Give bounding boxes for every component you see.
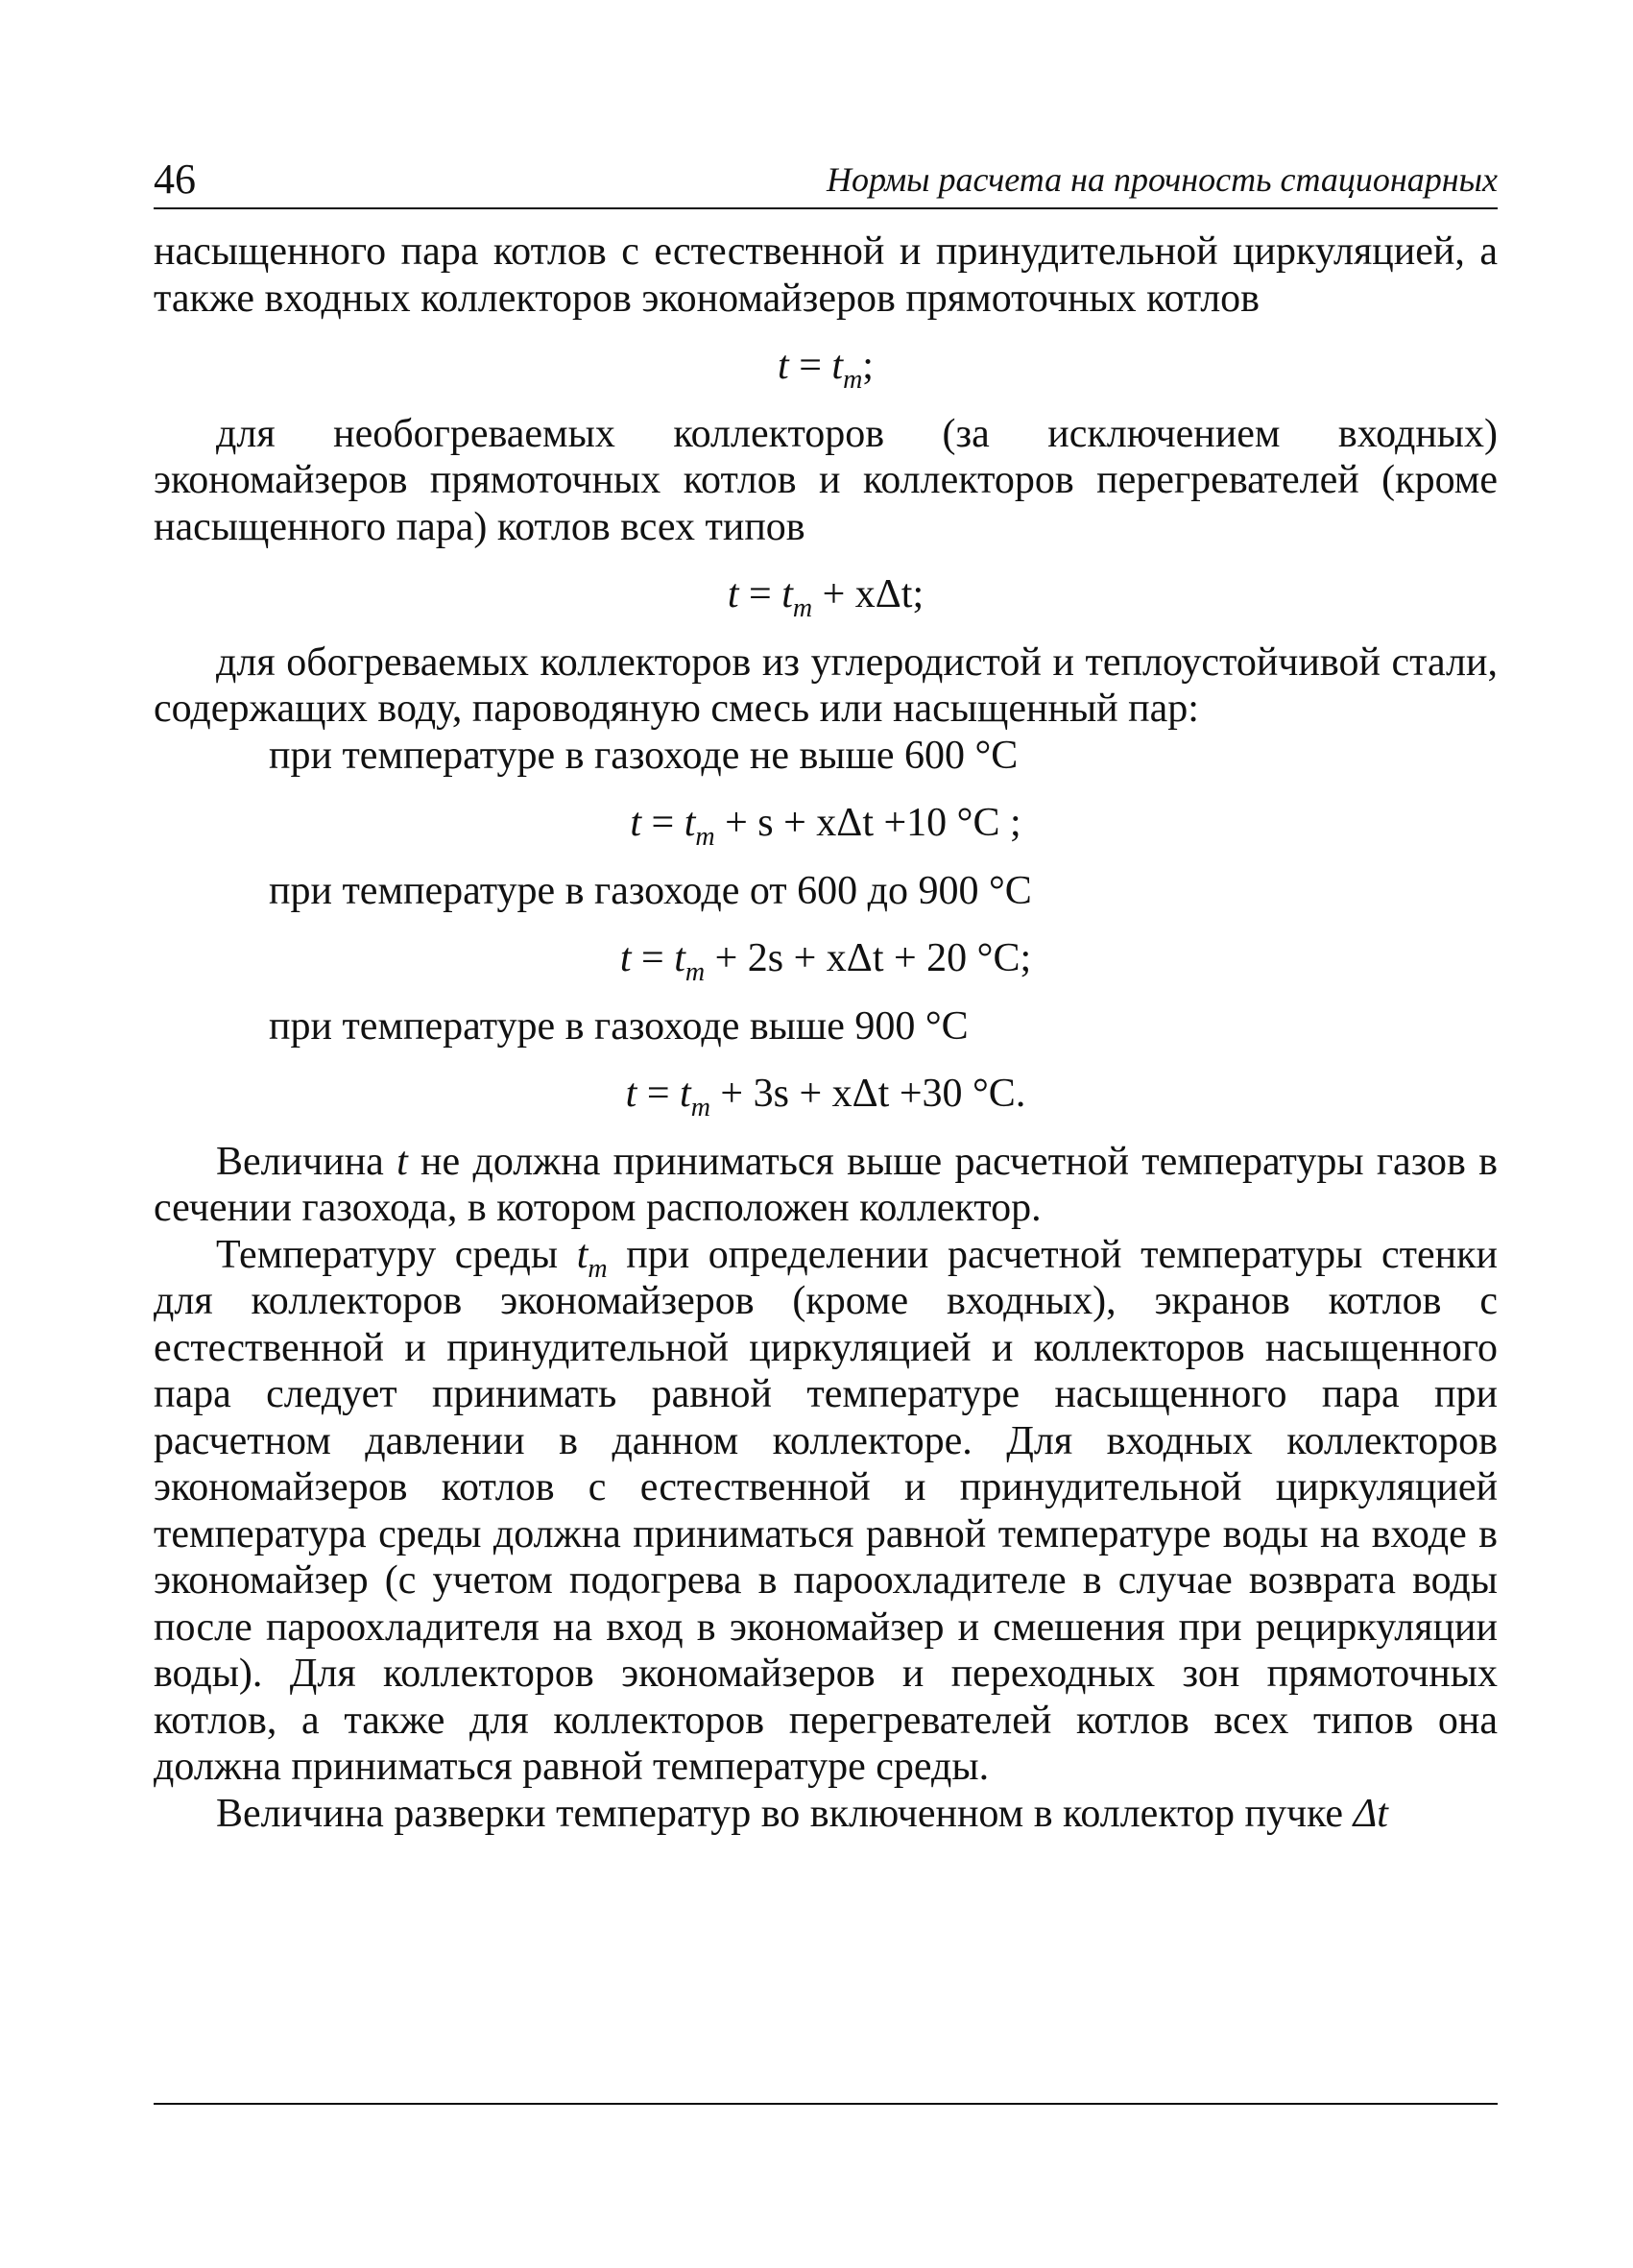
formula-rest: ; bbox=[862, 344, 874, 388]
condition-1: при температуре в газоходе не выше 600 °С bbox=[269, 733, 1019, 778]
text-run: не должна приниматься выше расчетной температуры газов в сечении газохода, в котором расположен коллектор. bbox=[154, 1139, 1498, 1230]
formula-t: t bbox=[781, 572, 793, 616]
formula-sub: m bbox=[684, 957, 706, 987]
formula-lhs: t bbox=[778, 344, 789, 388]
formula-2 bbox=[154, 571, 1498, 623]
symbol-sub: m bbox=[588, 1253, 608, 1284]
text-run: Величина разверки температур во включенном в коллектор пучке bbox=[216, 1791, 1354, 1836]
formula-sub: m bbox=[792, 593, 813, 623]
formula-1 bbox=[154, 343, 1498, 395]
condition-3: при температуре в газоходе выше 900 °С bbox=[269, 1003, 969, 1049]
formula-5 bbox=[154, 1071, 1498, 1122]
formula-rest: + 2s + xΔt + 20 °С; bbox=[705, 936, 1032, 980]
formula-4 bbox=[154, 935, 1498, 987]
page-header bbox=[154, 154, 1498, 209]
paragraph-heated: для обогреваемых коллекторов из углеродистой и теплоустойчивой стали, содержащих воду, пароводяную смесь или насыщенный пар: bbox=[154, 639, 1498, 731]
formula-rest: + xΔt; bbox=[812, 572, 925, 616]
paragraph-value-t bbox=[154, 1139, 1498, 1232]
formula-eq: = bbox=[738, 572, 782, 616]
formula-sub: m bbox=[690, 1093, 710, 1122]
page-number: 46 bbox=[154, 156, 196, 203]
symbol-delta-t: Δt bbox=[1353, 1791, 1388, 1836]
formula-sub: m bbox=[843, 365, 863, 395]
formula-eq: = bbox=[636, 1072, 681, 1116]
symbol-t: t bbox=[576, 1232, 588, 1277]
formula-eq: = bbox=[631, 936, 675, 980]
formula-t: t bbox=[674, 936, 685, 980]
formula-lhs: t bbox=[727, 572, 739, 616]
text-run: Величина bbox=[216, 1139, 397, 1184]
text-run: Температуру среды bbox=[216, 1232, 577, 1277]
paragraph-medium-temperature bbox=[154, 1232, 1498, 1791]
footer-rule bbox=[154, 2103, 1498, 2105]
formula-eq: = bbox=[788, 344, 832, 388]
formula-t: t bbox=[684, 801, 696, 845]
formula-lhs: t bbox=[619, 936, 632, 980]
formula-eq: = bbox=[641, 801, 684, 845]
paragraph-continuation: насыщенного пара котлов с естественной и принудительной циркуляцией, а также входных коллекторов экономайзеров прямоточных котлов bbox=[154, 229, 1498, 321]
paragraph-unheated: для необогреваемых коллекторов (за исключением входных) экономайзеров прямоточных котлов и коллекторов перегревателей (кроме насыщенного пара) котлов всех типов bbox=[154, 411, 1498, 549]
formula-t: t bbox=[831, 344, 844, 388]
formula-rest: + s + xΔt +10 °С ; bbox=[714, 801, 1021, 845]
symbol-t: t bbox=[396, 1139, 408, 1184]
text-run: при определении расчетной температуры стенки для коллекторов экономайзеров (кроме входных), экранов котлов с естественной и принудительной циркуляцией и коллекторов насыщенного пара следует принимать равной температуре насыщенного пара при расчетном давлении в данном коллекторе. Для входных коллекторов экономайзеров котлов с естественной и принудительной циркуляцией температура среды должна приниматься равной температуре воды на входе в экономайзер (с учетом подогрева в пароохладителе в случае возврата воды после пароохладителя на вход в экономайзер и смешения при рециркуляции воды). Для коллекторов экономайзеров и переходных зон прямоточных котлов, а также для коллекторов перегревателей котлов всех типов она должна приниматься равной температуре среды. bbox=[154, 1232, 1499, 1789]
formula-3 bbox=[154, 800, 1498, 852]
formula-lhs: t bbox=[630, 801, 641, 845]
formula-t: t bbox=[680, 1072, 691, 1116]
formula-sub: m bbox=[695, 822, 715, 852]
formula-rest: + 3s + xΔt +30 °С. bbox=[709, 1072, 1026, 1116]
page-body bbox=[154, 229, 1498, 1837]
running-title: Нормы расчета на прочность стационарных bbox=[827, 160, 1498, 199]
condition-2: при температуре в газоходе от 600 до 900 °С bbox=[269, 868, 1032, 913]
paragraph-spread bbox=[154, 1791, 1498, 1838]
formula-lhs: t bbox=[625, 1072, 637, 1116]
